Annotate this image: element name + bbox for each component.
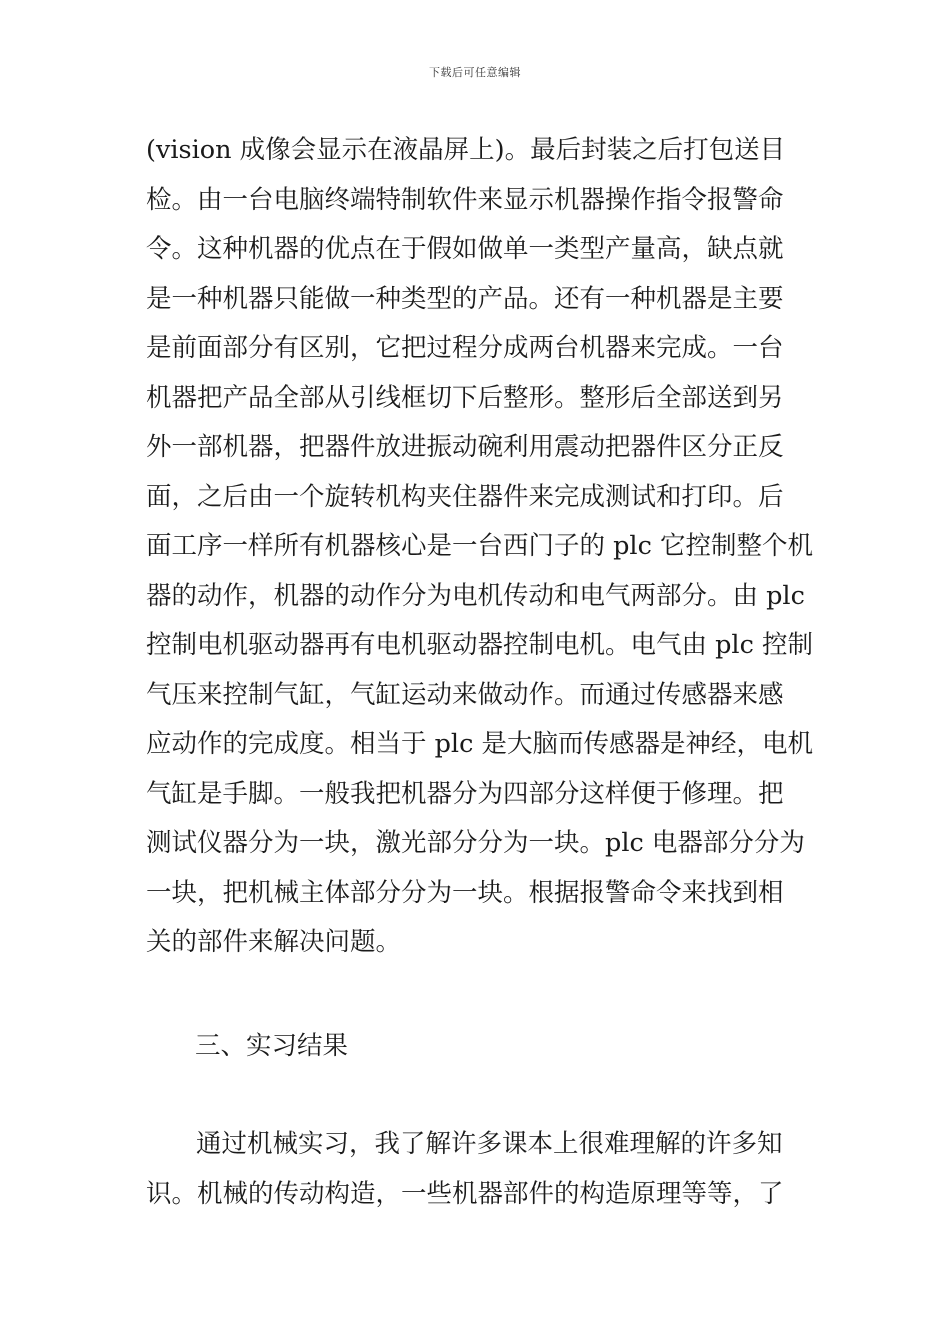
paragraph-line: 面，之后由一个旋转机构夹住器件来完成测试和打印。后 — [146, 481, 784, 512]
paragraph-line: 是前面部分有区别，它把过程分成两台机器来完成。一台 — [146, 333, 784, 363]
paragraph-line: 是一种机器只能做一种类型的产品。还有一种机器是主要 — [146, 283, 784, 314]
paragraph-line: 气缸是手脚。一般我把机器分为四部分这样便于修理。把 — [146, 778, 784, 809]
body-paragraph — [146, 126, 818, 968]
paragraph-line: 识。机械的传动构造，一些机器部件的构造原理等等，了 — [146, 1178, 784, 1209]
section-heading: 三、实习结果 — [195, 1031, 349, 1061]
paragraph-line: 机器把产品全部从引线框切下后整形。整形后全部送到另 — [146, 382, 784, 413]
paragraph-line: 应动作的完成度。相当于 plc 是大脑而传感器是神经，电机 — [146, 729, 813, 759]
paragraph-line: 一块，把机械主体部分分为一块。根据报警命令来找到相 — [146, 877, 784, 908]
paragraph-line: 外一部机器，把器件放进振动碗利用震动把器件区分正反 — [146, 432, 784, 462]
paragraph-line: 检。由一台电脑终端特制软件来显示机器操作指令报警命 — [146, 184, 784, 215]
paragraph-line: 器的动作，机器的动作分为电机传动和电气两部分。由 plc — [146, 580, 805, 611]
paragraph-line: (vision 成像会显示在液晶屏上)。最后封装之后打包送目 — [146, 135, 786, 165]
page-header: 下载后可任意编辑 — [429, 66, 521, 79]
result-paragraph — [146, 1120, 818, 1219]
paragraph-line: 控制电机驱动器再有电机驱动器控制电机。电气由 plc 控制 — [146, 630, 813, 660]
paragraph-line: 关的部件来解决问题。 — [146, 927, 402, 957]
paragraph-line: 气压来控制气缸，气缸运动来做动作。而通过传感器来感 — [146, 679, 784, 710]
paragraph-line: 通过机械实习，我了解许多课本上很难理解的许多知 — [196, 1129, 783, 1159]
paragraph-line: 测试仪器分为一块，激光部分分为一块。plc 电器部分分为 — [146, 828, 805, 858]
paragraph-line: 令。这种机器的优点在于假如做单一类型产量高，缺点就 — [146, 234, 784, 264]
paragraph-line: 面工序一样所有机器核心是一台西门子的 plc 它控制整个机 — [146, 531, 813, 561]
